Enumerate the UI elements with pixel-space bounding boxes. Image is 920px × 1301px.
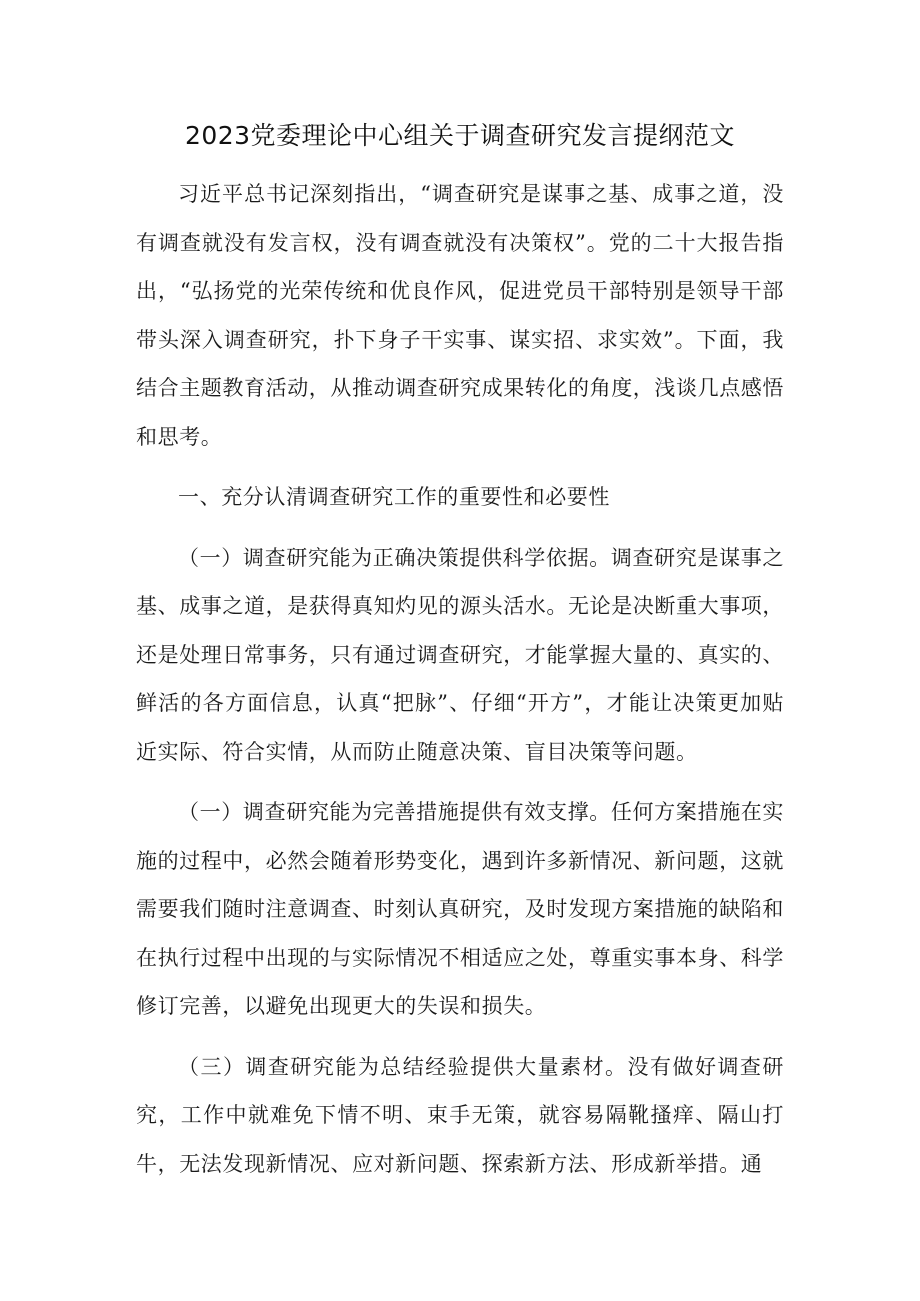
section-heading-1: 一、充分认清调查研究工作的重要性和必要性 xyxy=(178,485,610,509)
subsection-paragraph-3: （三）调查研究能为总结经验提供大量素材。没有做好调查研究，工作中就难免下情不明、束手无策，就容易隔靴搔痒、隔山打牛，无法发现新情况、应对新问题、探索新方法、形成新举措。通 xyxy=(136,1054,784,1176)
document-title: 2023党委理论中心组关于调查研究发言提纲范文 xyxy=(184,121,736,150)
intro-paragraph: 习近平总书记深刻指出，“调查研究是谋事之基、成事之道，没有调查就没有发言权，没有调查就没有决策权”。党的二十大报告指出，“弘扬党的光荣传统和优良作风，促进党员干部特别是领导干部带头深入调查研究，扑下身子干实事、谋实招、求实效”。下面，我结合主题教育活动，从推动调查研究成果转化的角度，浅谈几点感悟和思考。 xyxy=(136,182,784,449)
document-body xyxy=(136,170,784,1200)
subsection-paragraph-2: （一）调查研究能为完善措施提供有效支撑。任何方案措施在实施的过程中，必然会随着形势变化，遇到许多新情况、新问题，这就需要我们随时注意调查、时刻认真研究，及时发现方案措施的缺陷和在执行过程中出现的与实际情况不相适应之处，尊重实事本身、科学修订完善，以避免出现更大的失误和损失。 xyxy=(136,800,784,1018)
subsection-paragraph-1: （一）调查研究能为正确决策提供科学依据。调查研究是谋事之基、成事之道，是获得真知灼见的源头活水。无论是决断重大事项，还是处理日常事务，只有通过调查研究，才能掌握大量的、真实的、鲜活的各方面信息，认真“把脉”、仔细“开方”，才能让决策更加贴近实际、符合实情，从而防止随意决策、盲目决策等问题。 xyxy=(136,545,784,764)
